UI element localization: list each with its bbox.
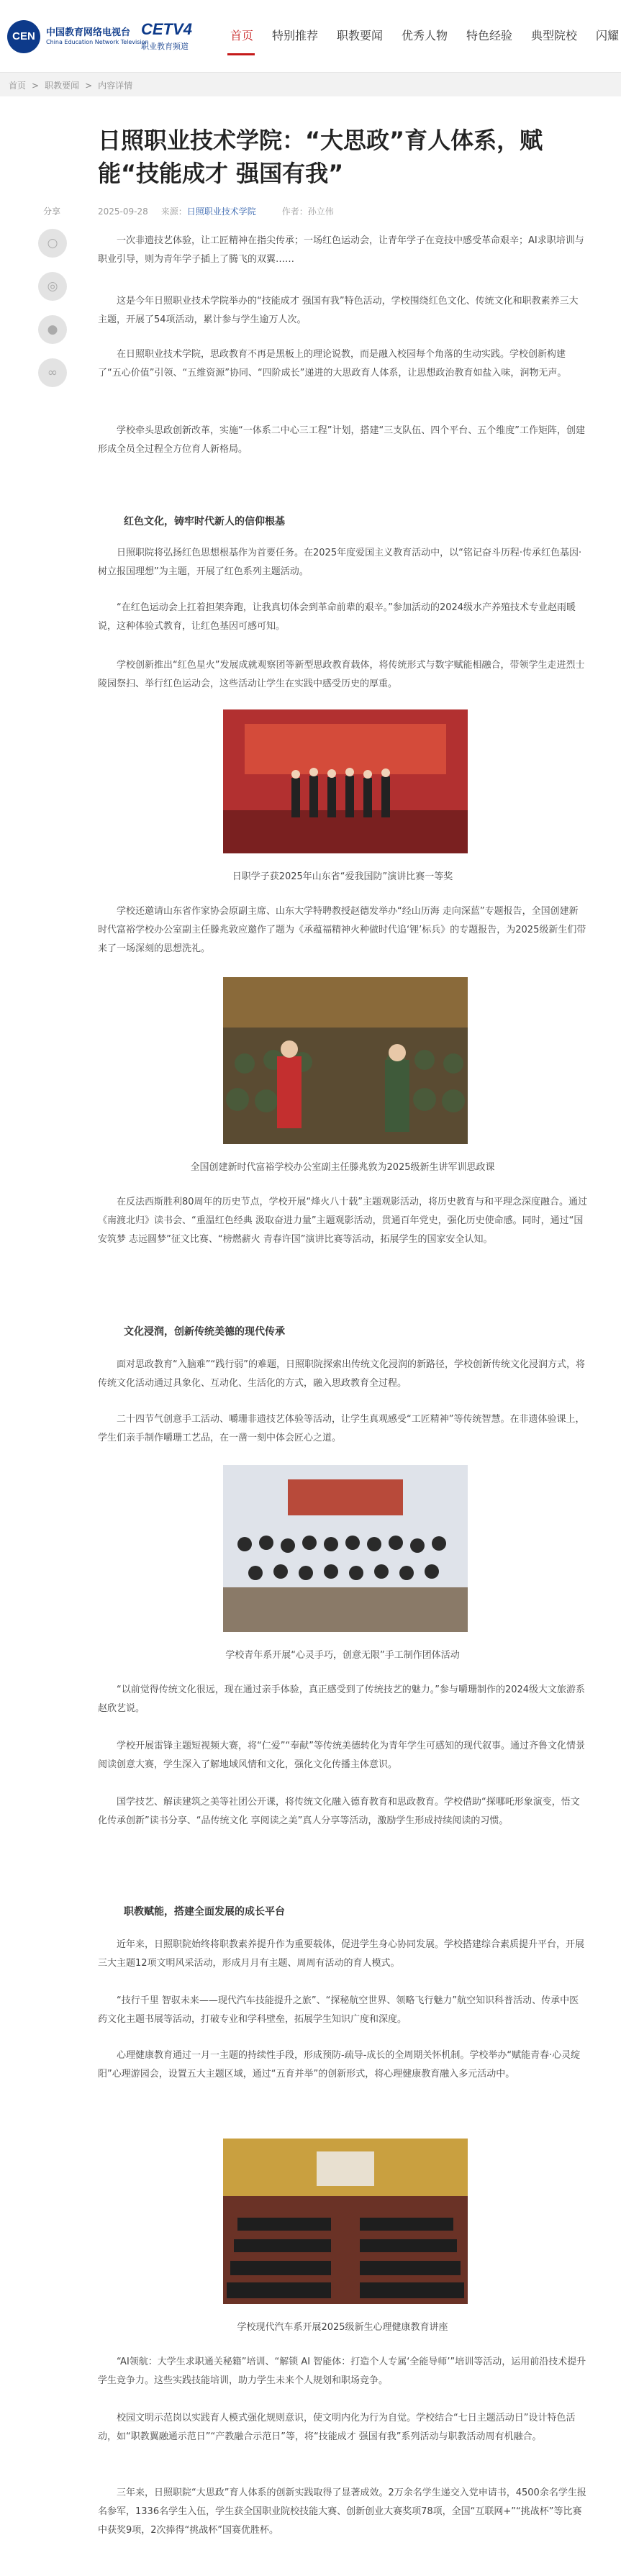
paragraph: 心理健康教育通过一月一主题的持续性手段，形成预防-疏导-成长的全周期关怀机制。学校举办“赋能青春·心灵绽阳”心理游园会，设置五大主题区域，通过“五育并举”的创新形式，将心理健康教育融入多元活动中。 — [98, 2050, 581, 2080]
cetv4-logo-subtitle: 职业教育频道 — [141, 42, 189, 51]
paragraph: “在红色运动会上扛着担架奔跑，让我真切体会到革命前辈的艰辛。”参加活动的2024级水产养殖技术专业赵雨暖说，这种体验式教育，让红色基因可感可知。 — [98, 602, 576, 632]
cen-logo-title: 中国教育网络电视台 — [46, 27, 131, 38]
paragraph: 校园文明示范岗以实践育人模式强化规则意识，使文明内化为行为自觉。学校结合“七日主题活动日”设计特色活动，如“职教翼融通示范日”“产教融合示范日”等，将“技能成才 强国有我”系列活动与职教活动周有机融合。 — [98, 2413, 576, 2442]
nav-item-home[interactable]: 首页 — [230, 29, 254, 42]
paragraph: 近年来，日照职院始终将职教素养提升作为重要载体，促进学生身心协同发展。学校搭建综合素质提升平台，开展三大主题12项文明风采活动，形成月月有主题、周周有活动的育人模式。 — [98, 1939, 585, 1969]
breadcrumb — [9, 79, 132, 91]
paragraph: 在反法西斯胜利80周年的历史节点，学校开展“烽火八十载”主题观影活动，将历史教育与和平理念深度融合。通过《南渡北归》读书会、“重温红色经典 汲取奋进力量”主题观影活动，贯通百年党史，强化历史使命感。同时，通过“国安筑梦 志远圆梦”征文比赛、“榜燃薪火 青春许国”演讲比赛等活动，拓展学生的国家安全认知。 — [98, 1197, 588, 1245]
site-header — [0, 0, 621, 72]
section-heading: 红色文化，铸牢时代新人的信仰根基 — [124, 516, 285, 527]
article-title: 日照职业技术学院：“大思政”育人体系，赋能“技能成才 强国有我” — [98, 127, 543, 187]
photo-mental-health-lecture — [223, 2139, 468, 2304]
article-author: 作者：孙立伟 — [281, 207, 334, 217]
nav-item-experience[interactable]: 特色经验 — [466, 29, 513, 42]
share-label: 分享 — [43, 207, 61, 217]
article-source-link[interactable]: 日照职业技术学院 — [186, 207, 256, 217]
photo-military-lecture — [223, 977, 468, 1144]
nav-item-people[interactable]: 优秀人物 — [402, 29, 448, 42]
wechat-icon[interactable]: ○ — [38, 229, 67, 258]
article-date: 2025-09-28 — [98, 207, 148, 217]
nav-item-news[interactable]: 职教要闻 — [337, 29, 384, 42]
nav-item-featured[interactable]: 特别推荐 — [272, 29, 319, 42]
paragraph: 面对思政教育“入脑难”“践行弱”的难题，日照职院探索出传统文化浸润的新路径，学校创新传统文化浸润方式，将传统文化活动通过具象化、互动化、生活化的方式，融入思政教育全过程。 — [98, 1359, 585, 1389]
cen-logo[interactable] — [7, 20, 149, 53]
paragraph: 学校开展雷锋主题短视频大赛，将“仁爱”“奉献”等传统美德转化为青年学生可感知的现代叙事。通过齐鲁文化情景阅读创意大赛，学生深入了解地域风情和文化，强化文化传播主体意识。 — [98, 1741, 585, 1770]
photo-handicraft-activity-drawing — [223, 1465, 468, 1632]
paragraph: 国学技艺、解读建筑之美等社团公开课，将传统文化融入德育教育和思政教育。学校借助“探哪吒形象演变，悟文化传承创新”读书分享、“品传统文化 享阅读之美”真人分享等活动，激励学生形成持续阅读的习惯。 — [98, 1797, 580, 1826]
qq-icon[interactable]: ● — [38, 315, 67, 344]
breadcrumb-news[interactable]: 职教要闻 — [45, 81, 80, 91]
photo-military-lecture-drawing — [223, 977, 468, 1144]
cetv4-logo-title: CETV4 — [141, 20, 192, 38]
photo-caption: 学校青年系开展“心灵手巧，创意无限”手工制作团体活动 — [225, 1650, 460, 1661]
article-meta — [98, 205, 347, 217]
photo-handicraft-activity — [223, 1465, 468, 1632]
nav-item-schools[interactable]: 典型院校 — [531, 29, 578, 42]
paragraph: 一次非遗技艺体验，让工匠精神在指尖传承；一场红色运动会，让青年学子在竞技中感受革命艰辛；AI求职培训与职业引导，则为青年学子插上了腾飞的双翼…… — [98, 235, 584, 265]
paragraph: 三年来，日照职院“大思政”育人体系的创新实践取得了显著成效。2万余名学生递交入党申请书，4500余名学生报名参军，1336名学生入伍，学生获全国职业院校技能大赛、创新创业大赛奖项78项，全国“互联网+”“挑战杯”等比赛中获奖9项，2次捧得“挑战杯”国赛优胜杯。 — [98, 2487, 586, 2536]
cen-logo-badge: CEN — [7, 20, 40, 53]
breadcrumb-separator: > — [32, 81, 40, 91]
paragraph: 这是今年日照职业技术学院举办的“技能成才 强国有我”特色活动，学校围绕红色文化、传统文化和职教素养三大主题，开展了54项活动，累计参与学生逾万人次。 — [98, 296, 579, 325]
article-source: 来源：日照职业技术学院 — [160, 207, 256, 217]
paragraph: 学校还邀请山东省作家协会原副主席、山东大学特聘教授赵德发举办“经山历海 走向深蓝”专题报告，全国创建新时代富裕学校办公室副主任滕兆敦应邀作了题为《承蕴福精神火种做时代追‘锂’标兵》的专题报告，为2025级新生们带来了一场深刻的思想洗礼。 — [98, 906, 586, 954]
photo-speech-contest-drawing — [223, 709, 468, 853]
section-heading: 职教赋能，搭建全面发展的成长平台 — [124, 1906, 285, 1918]
photo-mental-health-lecture-drawing — [223, 2139, 468, 2304]
nav-active-underline — [227, 53, 255, 55]
section-heading: 文化浸润，创新传统美德的现代传承 — [124, 1326, 285, 1338]
paragraph: “AI领航：大学生求职通关秘籍”培训、“解锁 AI 智能体：打造个人专属‘全能导师’”培训等活动，运用前沿技术提升学生竞争力。这些实践技能培训，助力学生未来个人规划和职场竞争。 — [98, 2357, 586, 2386]
photo-caption: 学校现代汽车系开展2025级新生心理健康教育讲座 — [237, 2322, 448, 2333]
paragraph: 二十四节气创意手工活动、嚼珊非遗技艺体验等活动，让学生真观感受“工匠精神”等传统智慧。在非遗体验课上，学生们亲手制作嚼珊工艺品，在一凿一刻中体会匠心之道。 — [98, 1414, 585, 1443]
cen-logo-subtitle: China Education Network Television — [46, 39, 149, 45]
paragraph: “以前觉得传统文化很远，现在通过亲手体验，真正感受到了传统技艺的魅力。”参与嚼珊制作的2024级大文旅游系赵欣艺说。 — [98, 1684, 586, 1714]
weibo-icon[interactable]: ◎ — [38, 272, 67, 301]
cetv4-logo[interactable] — [141, 20, 210, 53]
photo-caption: 日职学子获2025年山东省“爱我国防”演讲比赛一等奖 — [232, 871, 453, 882]
paragraph: 学校牵头思政创新改革，实施“一体系二中心三工程”计划，搭建“三支队伍、四个平台、五个维度”工作矩阵，创建形成全员全过程全方位育人新格局。 — [98, 425, 585, 455]
breadcrumb-bar — [0, 72, 621, 96]
link-icon[interactable]: ∞ — [38, 358, 67, 387]
breadcrumb-current: 内容详情 — [98, 81, 133, 91]
paragraph: 学校创新推出“红色星火”发展成就观察团等新型思政教育载体，将传统形式与数字赋能相融合，带领学生走进烈士陵园祭扫、举行红色运动会，这些活动让学生在实践中感受历史的厚重。 — [98, 660, 585, 689]
paragraph: 日照职院将弘扬红色思想根基作为首要任务。在2025年度爱国主义教育活动中，以“铭记奋斗历程·传承红色基因·树立报国理想”为主题，开展了红色系列主题活动。 — [98, 548, 582, 577]
photo-speech-contest — [223, 709, 468, 853]
paragraph: “技行千里 智驭未来——现代汽车技能提升之旅”、“探秘航空世界、领略飞行魅力”航空知识科普活动、传承中医药文化主题书展等活动，打破专业和学科壁垒，拓展学生知识广度和深度。 — [98, 1995, 579, 2025]
breadcrumb-home[interactable]: 首页 — [9, 81, 27, 91]
photo-caption: 全国创建新时代富裕学校办公室副主任滕兆敦为2025级新生讲军训思政课 — [190, 1162, 495, 1173]
paragraph: 在日照职业技术学院，思政教育不再是黑板上的理论说教，而是融入校园每个角落的生动实践。学校创新构建了“五心价值”引领、“五维资源”协同、“四阶成长”递进的大思政育人体系，让思想政治教育如盐入味，润物无声。 — [98, 349, 567, 378]
nav-item-shine[interactable]: 闪耀 — [596, 29, 620, 42]
breadcrumb-separator: > — [85, 81, 93, 91]
